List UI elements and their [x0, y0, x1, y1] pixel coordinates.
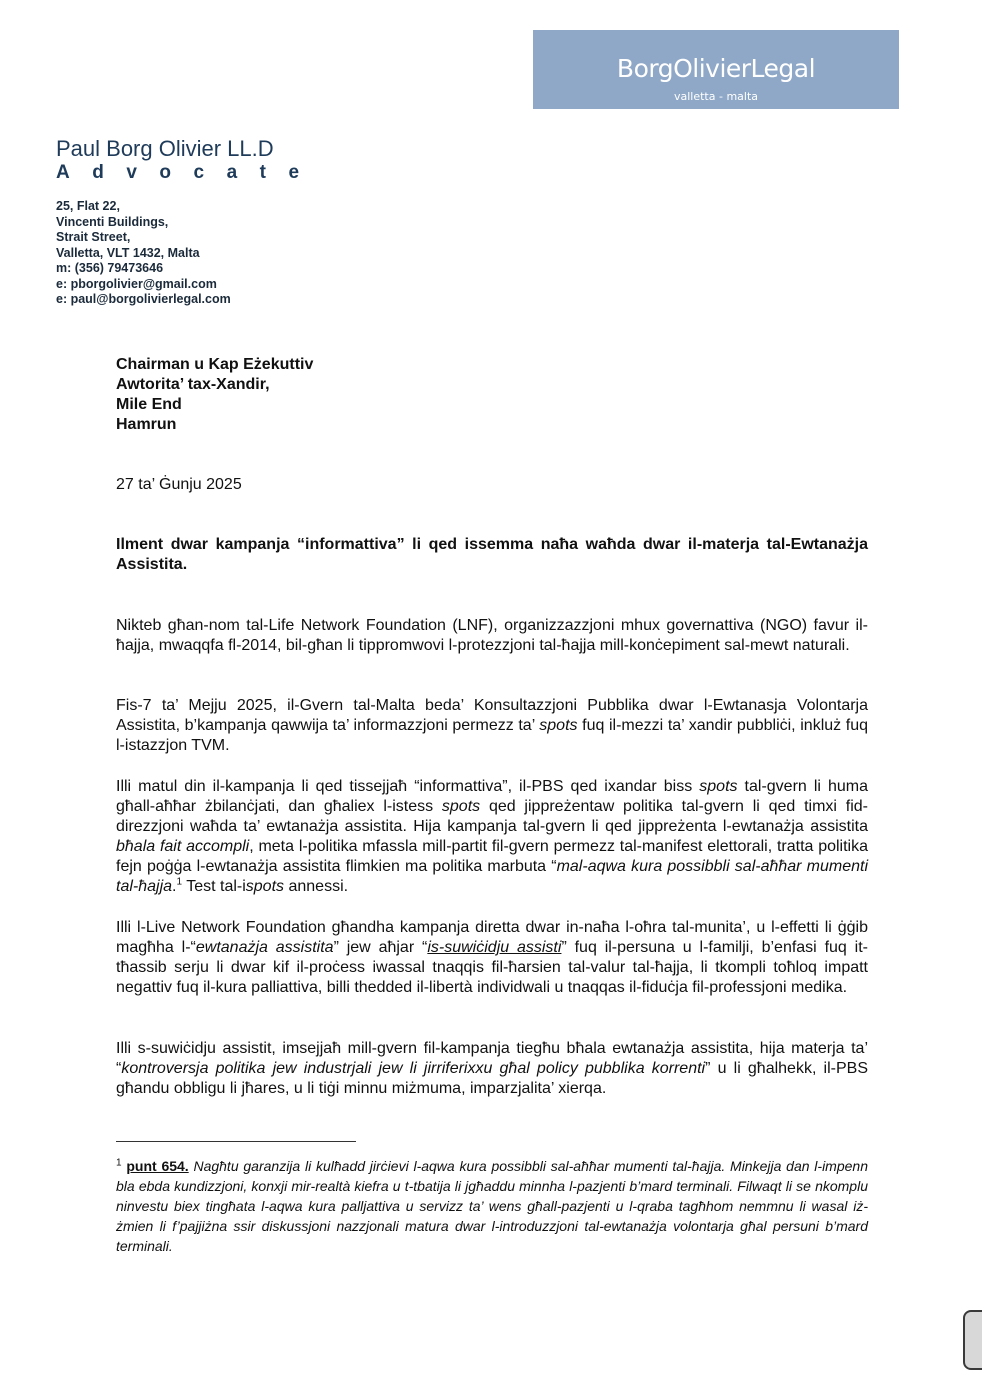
paragraph-1: Nikteb għan-nom tal-Life Network Foundation (LNF), organizzazzjoni mhux governattiva (NGO) favur il-ħajja, mwaqqfa fl-2014, bil-għan li tippromwovi l-protezzjoni tal-ħajja mill-konċepiment sal-mewt naturali. — [116, 617, 868, 654]
footnote-marker: 1 — [176, 876, 183, 888]
paragraph-3: Illi matul din il-kampanja li qed tissejjaħ “informattiva”, il-PBS qed ixandar biss spots tal-gvern li huma għall-aħħar żbilanċjati, dan għaliex l-istess spots qed jippreżentaw politika tal-gvern li qed timxi fid-direzzjoni waħda ta’ ewtanażja assistita. Hija kampanja tal-gvern li qed jippreżenta l-ewtanażja assistita bħala fait accompli, meta l-politika mfassla mill-partit fil-gvern permezz tal-manifest elettorali, tratta politika fejn poġġa l-ewtanażja assistita flimkien ma politika marbuta “mal-aqwa kura possibbli sal-aħħar mumenti tal-ħajja.$^1$ Test tal-ispots annessi. — [116, 778, 869, 895]
footnote-number: 1 — [116, 1157, 122, 1169]
sender-address — [56, 199, 231, 308]
footnote — [116, 1156, 868, 1256]
letter-subject: Ilment dwar kampanja “informattiva” li qed issemma naħa waħda dwar il-materja tal-Ewtanażja Assistita. — [116, 536, 868, 573]
email-address: e: pborgolivier@gmail.com — [56, 276, 217, 291]
scroll-handle[interactable] — [963, 1310, 982, 1370]
address-line: Strait Street, — [56, 230, 131, 244]
paragraph-2: Fis-7 ta’ Mejju 2025, il-Gvern tal-Malta beda’ Konsultazzjoni Pubblika dwar l-Ewtanasja Volontarja Assistita, b’kampanja qawwija ta’ informazzjoni permezz ta’ spots fuq il-mezzi ta’ xandir pubbliċi, inkluż fuq l-istazzjon TVM. — [116, 697, 869, 754]
logo-name: BorgOlivierLegal — [616, 54, 816, 83]
address-line: Valletta, VLT 1432, Malta — [56, 245, 200, 260]
address-line: Vincenti Buildings, — [56, 214, 169, 229]
email-address: e: paul@borgolivierlegal.com — [56, 292, 231, 306]
paragraph-5: Illi s-suwiċidju assistit, imsejjaħ mill-gvern fil-kampanja tiegħu bħala ewtanażja assistita, hija materja ta’ “kontroversja politika jew industrjali jew li jirriferixxu għal policy pubblika korrenti” u li għalhekk, il-PBS għandu obbligu li jħares, u li tiġi minnu miżmuma, imparzjalita’ xierqa. — [116, 1040, 869, 1097]
recipient-line: Hamrun — [116, 416, 177, 433]
mobile-number: m: (356) 79473646 — [56, 261, 164, 275]
firm-logo — [533, 30, 899, 109]
footnote-text: Nagħtu garanzija li kulħadd jirċievi l-aqwa kura possibbli sal-aħħar mumenti tal-ħajja. Minkejja dan l-impenn bla ebda kundizzjoni, konxji mir-realtà kiefra u t-tbatija li jgħaddu minnha l-pazjenti b’mard terminali. Filwaqt li se nkomplu ninvestu biex tingħata l-aqwa kura palljattiva u servizz ta’ wens għall-pazjenti u l-qraba tagħhom nemmnu li wasal iż-żmien li f’pajjiżna ssir diskussjoni nazzjonali matura dwar l-introduzzjoni tal-ewtanażja volontarja għal persuni b’mard terminali. — [116, 1158, 868, 1254]
footnote-divider — [116, 1141, 356, 1142]
paragraph-4: Illi l-Live Network Foundation għandha kampanja diretta dwar in-naħa l-oħra tal-munita’, u l-effetti li ġġib magħha l-“ewtanażja assistita” jew aħjar “is-suwiċidju assisti” fuq il-persuna u l-familji, b’enfasi fuq it-tħassib serju li dwar kif il-proċess iwassal tnaqqis fil-ħarsien tal-valur tal-ħajja, li tkompli toħloq impatt negattiv fuq il-kura palliattiva, billi thedded il-libertà individwali u tnaqqas il-fiduċja fil-professjoni medika. — [116, 919, 868, 996]
logo-subtitle: valletta - malta — [673, 90, 759, 103]
letter-date: 27 ta’ Ġunju 2025 — [116, 476, 242, 493]
address-line: 25, Flat 22, — [56, 199, 120, 213]
lawyer-title: Advocate — [56, 162, 322, 183]
recipient-address — [116, 355, 313, 435]
lawyer-name: Paul Borg Olivier LL.D — [56, 136, 274, 161]
recipient-line: Awtorita’ tax-Xandir, — [116, 376, 270, 393]
footnote-reference: punt 654. — [126, 1158, 189, 1174]
recipient-line: Chairman u Kap Eżekuttiv — [116, 356, 314, 373]
recipient-line: Mile End — [116, 396, 182, 413]
